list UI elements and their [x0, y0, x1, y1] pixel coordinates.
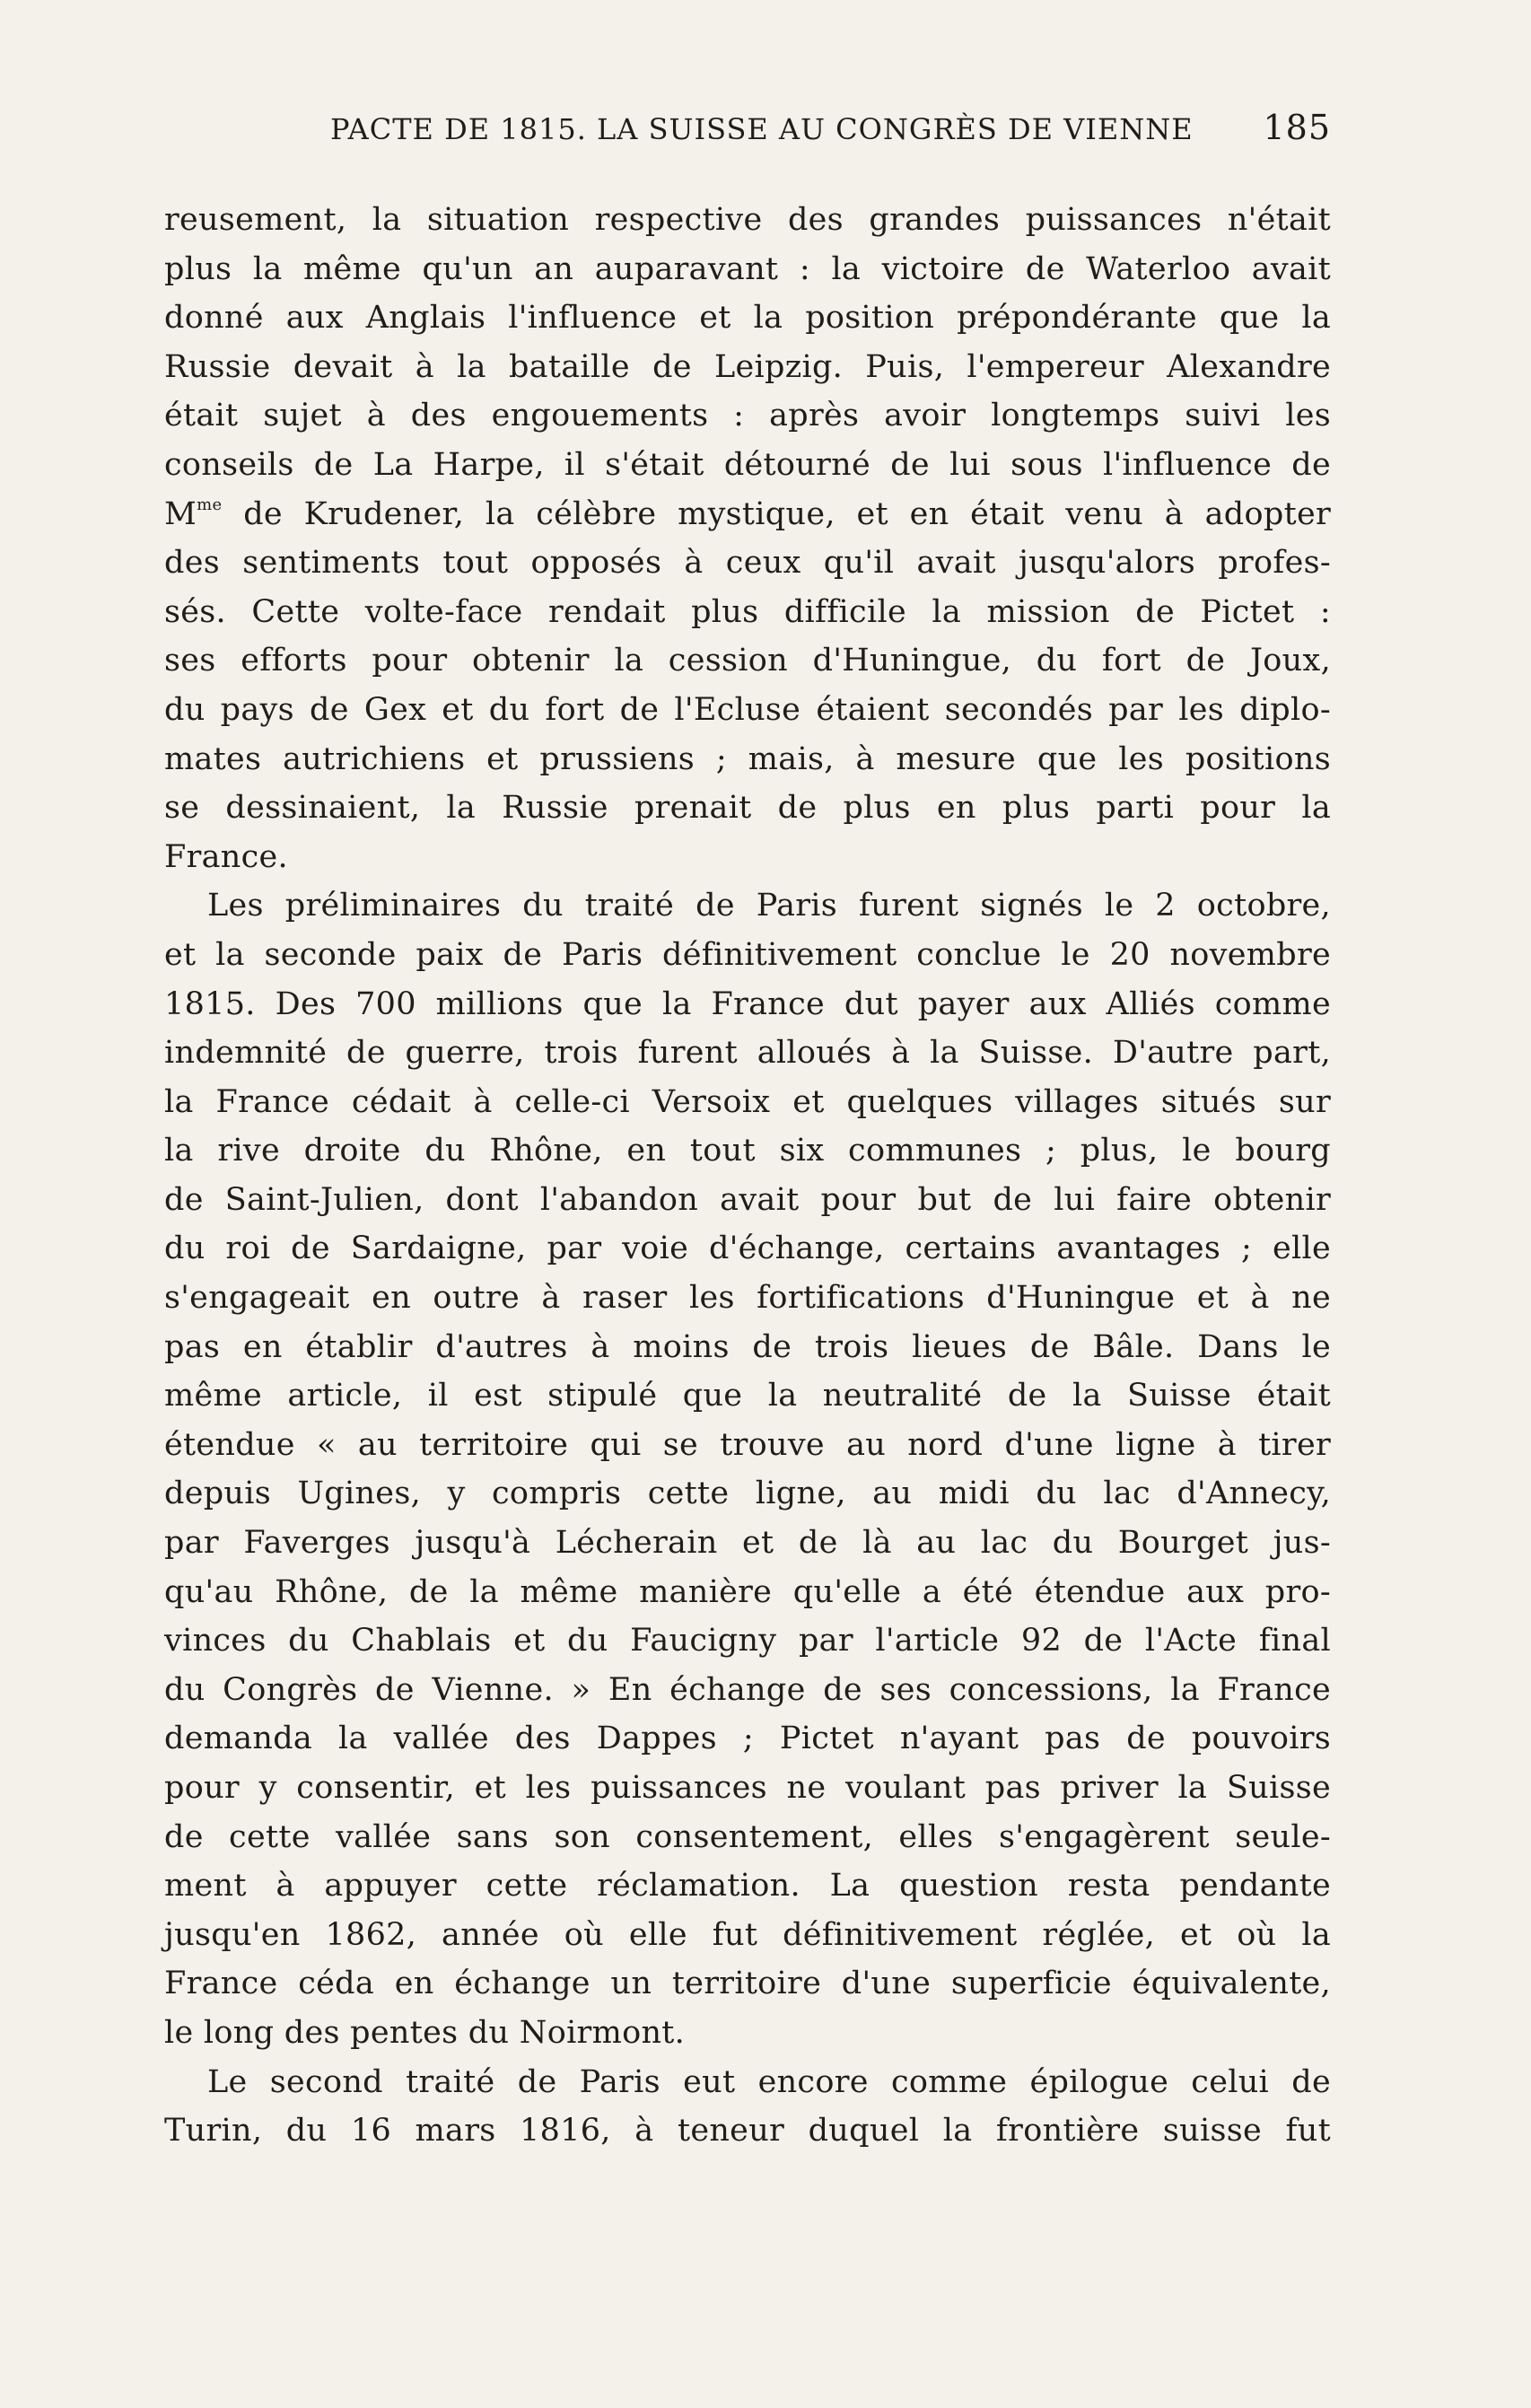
text-line: Russie devait à la bataille de Leipzig. Puis, l'empereur Alexandre [164, 348, 1331, 385]
text-line: du pays de Gex et du fort de l'Ecluse étaient secondés par les diplo- [164, 691, 1331, 728]
text-line: étendue « au territoire qui se trouve au nord d'une ligne à tirer [164, 1426, 1331, 1463]
text-line: par Faverges jusqu'à Lécherain et de là au lac du Bourget jus- [164, 1525, 1331, 1562]
text-line: ment à appuyer cette réclamation. La question resta pendante [164, 1868, 1331, 1905]
madame-abbrev: $M^{me}$ [164, 495, 223, 532]
text-line: pas en établir d'autres à moins de trois lieues de Bâle. Dans le [164, 1328, 1331, 1365]
text-line: donné aux Anglais l'influence et la position prépondérante que la [164, 300, 1331, 337]
text-line: Les préliminaires du traité de Paris furent signés le 2 octobre, [207, 888, 1331, 924]
text-line: était sujet à des engouements : après avoir longtemps suivi les [164, 398, 1331, 434]
text-line: France. [164, 838, 288, 875]
text-line: la rive droite du Rhône, en tout six communes ; plus, le bourg [164, 1133, 1331, 1169]
text-line: même article, il est stipulé que la neutralité de la Suisse était [164, 1378, 1331, 1414]
text-line: indemnité de guerre, trois furent alloués à la Suisse. D'autre part, [164, 1035, 1331, 1072]
text-line: 1815. Des 700 millions que la France dut payer aux Alliés comme [164, 985, 1331, 1022]
text-line: demanda la vallée des Dappes ; Pictet n'ayant pas de pouvoirs [164, 1721, 1331, 1757]
page-number: 185 [1263, 108, 1331, 147]
text-line: du Congrès de Vienne. » En échange de ses concessions, la France [164, 1671, 1331, 1708]
text-line: jusqu'en 1862, année où elle fut définitivement réglée, et où la [164, 1916, 1331, 1953]
running-title: PACTE DE 1815. LA SUISSE AU CONGRÈS DE VIENNE [330, 112, 1194, 146]
text-line: se dessinaient, la Russie prenait de plus en plus parti pour la [164, 790, 1331, 827]
text-line: et la seconde paix de Paris définitivement conclue le 20 novembre [164, 936, 1331, 973]
text-line: des sentiments tout opposés à ceux qu'il avait jusqu'alors profes- [164, 545, 1331, 582]
body-text [164, 196, 1331, 2156]
running-head [164, 108, 1331, 162]
page [164, 108, 1331, 2156]
text-line: de Saint-Julien, dont l'abandon avait pour but de lui faire obtenir [164, 1181, 1331, 1218]
text-line: pour y consentir, et les puissances ne voulant pas priver la Suisse [164, 1770, 1331, 1806]
text-line: s'engageait en outre à raser les fortifications d'Huningue et à ne [164, 1280, 1331, 1317]
text-line: plus la même qu'un an auparavant : la victoire de Waterloo avait [164, 250, 1331, 287]
text-line: le long des pentes du Noirmont. [164, 2014, 686, 2051]
text-line: Le second traité de Paris eut encore comme épilogue celui de [207, 2063, 1331, 2100]
text-line: la France cédait à celle-ci Versoix et quelques villages situés sur [164, 1083, 1331, 1120]
text-line: ses efforts pour obtenir la cession d'Huningue, du fort de Joux, [164, 643, 1331, 679]
text-line: de cette vallée sans son consentement, elles s'engagèrent seule- [164, 1818, 1331, 1855]
text-line-madame: $M^{me}$ de Krudener, la célèbre mystique, et en était venu à adopter [164, 495, 1331, 532]
text-line: mates autrichiens et prussiens ; mais, à mesure que les positions [164, 740, 1331, 777]
text-line: qu'au Rhône, de la même manière qu'elle a été étendue aux pro- [164, 1573, 1331, 1610]
text-line: reusement, la situation respective des grandes puissances n'était [164, 202, 1331, 238]
text-line: conseils de La Harpe, il s'était détourné de lui sous l'influence de [164, 446, 1331, 483]
text-line: vinces du Chablais et du Faucigny par l'article 92 de l'Acte final [164, 1623, 1331, 1659]
text-line: Turin, du 16 mars 1816, à teneur duquel la frontière suisse fut [164, 2113, 1331, 2150]
text-line: sés. Cette volte-face rendait plus difficile la mission de Pictet : [164, 593, 1331, 630]
text-line: du roi de Sardaigne, par voie d'échange, certains avantages ; elle [164, 1230, 1331, 1267]
text-line: France céda en échange un territoire d'une superficie équivalente, [164, 1966, 1331, 2002]
text-line: depuis Ugines, y compris cette ligne, au midi du lac d'Annecy, [164, 1475, 1331, 1512]
